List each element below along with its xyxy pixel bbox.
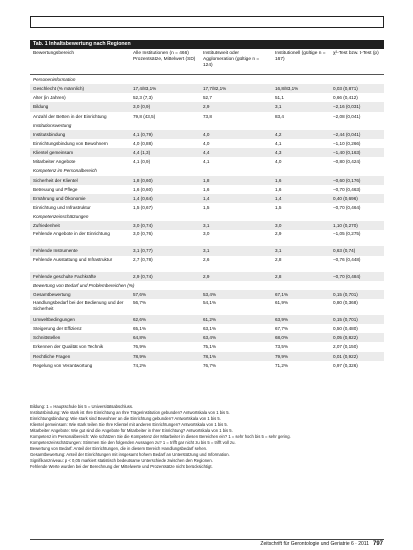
table-row <box>30 246 384 255</box>
table-cell: 79,8 (43,5) <box>133 113 156 119</box>
table-cell: 4,1 (0,79) <box>133 131 153 137</box>
table-cell: 67,7% <box>275 326 289 332</box>
table-cell: 3,1 <box>275 248 282 254</box>
row-label: Bildung <box>33 104 49 110</box>
table-cell: 4,4 <box>203 150 210 156</box>
footnote: Bewertung von Bedarf: Anteil der Einrichtungen, die in diesem Bereich Handlungsbedarf sehen. <box>30 446 208 451</box>
table-cell: 0,15 (0,701) <box>333 316 358 322</box>
section-row <box>30 212 384 221</box>
table-row <box>30 176 384 185</box>
table-row <box>30 230 384 246</box>
table-body <box>30 75 384 370</box>
table-cell: 1,5 <box>203 204 210 210</box>
table-row <box>30 139 384 148</box>
section-row <box>30 75 384 84</box>
footnote: Gesamtbewertung: Anteil der Einrichtungen mit insgesamt hohem Bedarf an Unterstützung und Information. <box>30 452 230 457</box>
table-cell: 52,3 (7,3) <box>133 95 153 101</box>
table-cell: 4,0 (0,88) <box>133 140 153 146</box>
table-cell: 1,4 <box>203 195 210 201</box>
row-label: Regelung von Verantwortung <box>33 362 93 368</box>
footnote: Einrichtungsbindung: Wie stark sind Bewohner an die Einrichtung gebunden? Antwortskala von 1 bis 5. <box>30 416 221 421</box>
footnote: Fehlende Werte wurden bei der Berechnung der Mittelwerte und Prozentsätze nicht berücksichtigt. <box>30 464 213 469</box>
table-row <box>30 194 384 203</box>
table-cell: 4,1 <box>203 159 210 165</box>
table-cell: 0,05 (0,822) <box>333 335 358 341</box>
section-label: Kompetenzeinschätzungen <box>33 214 89 220</box>
table-cell: 0,15 (0,701) <box>333 291 358 297</box>
table-cell: 63,4% <box>203 335 217 341</box>
table-cell: 53,4% <box>203 291 217 297</box>
table-cell: 4,0 <box>203 140 210 146</box>
table-row <box>30 352 384 361</box>
row-label: Schnittstellen <box>33 335 61 341</box>
page-number: 797 <box>372 541 383 547</box>
row-label: Zufriedenheit <box>33 223 60 229</box>
table-cell: 63,9% <box>275 316 289 322</box>
row-label: Gesamtbewertung <box>33 291 71 297</box>
table-cell: 74,2% <box>133 362 147 368</box>
table-cell: 0,63 (0,74) <box>333 248 356 254</box>
table-cell: 3,0 <box>203 231 210 237</box>
table-cell: 4,2 <box>275 131 282 137</box>
table-cell: 1,6 <box>275 177 282 183</box>
table-cell: 1,6 (0,60) <box>133 186 153 192</box>
table-cell: 2,9 <box>203 273 210 279</box>
table-cell: 68,0% <box>275 335 289 341</box>
table-cell: 61,9% <box>275 299 289 305</box>
footnote: Kompetenzeinschätzungen: Stimmen Sie den folgenden Aussagen zu? 1 = trifft gar nicht zu bis 5 = trifft voll zu. <box>30 440 236 445</box>
row-label: Betreuung und Pflege <box>33 186 78 192</box>
table-cell: 4,4 (1,3) <box>133 150 151 156</box>
table-title: Tab. 1 Inhaltsbewertung nach Regionen <box>30 40 384 49</box>
row-label: Geschlecht (% männlich) <box>33 86 85 92</box>
table-cell: 62,6% <box>133 316 147 322</box>
table-cell: 78,1% <box>203 353 217 359</box>
row-label: Fehlende Instrumente <box>33 248 78 254</box>
table-cell: 2,6 <box>203 256 210 262</box>
table-cell: −0,60 (0,176) <box>333 177 361 183</box>
table-cell: 67,1% <box>275 291 289 297</box>
row-label: Handlungsbedarf bei der Bedienung und der Sicherheit <box>33 299 124 312</box>
table-row <box>30 272 384 281</box>
table-cell: 1,8 <box>203 177 210 183</box>
table-cell: 56,7% <box>133 299 147 305</box>
table-cell: 1,6 <box>275 186 282 192</box>
row-label: Klientel gemeinsam <box>33 150 74 156</box>
table-row <box>30 342 384 351</box>
table-cell: −1,05 (0,275) <box>333 231 361 237</box>
table-cell: 0,66 (0,412) <box>333 95 358 101</box>
table-row <box>30 112 384 121</box>
header-cell: χ²-Test bzw. t-Test (p) <box>333 51 379 56</box>
table-cell: 75,1% <box>203 344 217 350</box>
table-cell: 52,7 <box>203 95 212 101</box>
row-label: Rechtliche Fragen <box>33 353 71 359</box>
footnote: Kompetenz im Personalbereich: Wie schätzen Sie die Kompetenz der Mitarbeiter in diesen Bereichen ein? 1 = sehr hoch bis 5 = sehr gering. <box>30 434 291 439</box>
table-cell: 17,7/82,1% <box>203 86 227 92</box>
table-cell: 1,6 <box>203 186 210 192</box>
row-label: Fehlende geschulte Fachkräfte <box>33 273 97 279</box>
table-cell: 1,10 (0,270) <box>333 223 358 229</box>
footnote: Signifikanzniveau: p < 0,05 markiert statistisch bedeutsame Unterschiede zwischen den Regionen. <box>30 458 213 463</box>
table-cell: 51,1 <box>275 95 284 101</box>
table-cell: 1,5 (0,67) <box>133 204 153 210</box>
header-cell: Institutsweit oder Agglomeration (gültige n = 124) <box>203 51 260 68</box>
table-cell: −1,10 (0,266) <box>333 140 361 146</box>
table-cell: 4,1 (0,9) <box>133 159 151 165</box>
table-cell: −2,08 (0,041) <box>333 113 361 119</box>
page-footer <box>260 541 383 547</box>
section-row <box>30 121 384 130</box>
table-cell: 83,4 <box>275 113 284 119</box>
table-cell: 17,4/83,1% <box>133 86 157 92</box>
section-row <box>30 281 384 290</box>
table-cell: 78,9% <box>133 353 147 359</box>
table-row <box>30 221 384 230</box>
section-label: Bewertung von Bedarf und Problembereichen (%) <box>33 282 135 288</box>
row-label: Mitarbeiter Angebote <box>33 159 76 165</box>
table-cell: 0,03 (0,871) <box>333 86 358 92</box>
table-row <box>30 256 384 272</box>
row-label: Ernährung und Ökonomie <box>33 195 86 201</box>
table-cell: 3,0 (0,9) <box>133 104 151 110</box>
row-label: Umweltbedingungen <box>33 316 75 322</box>
table-cell: 3,1 <box>203 248 210 254</box>
table-cell: 76,9% <box>133 344 147 350</box>
section-label: Kompetenz im Personalbereich <box>33 168 97 174</box>
table-cell: 16,8/83,1% <box>275 86 299 92</box>
table-cell: 3,0 <box>275 223 282 229</box>
header-frame <box>30 16 384 28</box>
header-cell: Bewertungsbereich <box>33 51 75 56</box>
table-cell: 0,97 (0,326) <box>333 362 358 368</box>
table-cell: 4,3 <box>275 150 282 156</box>
table-row <box>30 185 384 194</box>
table-cell: 4,1 <box>275 140 282 146</box>
row-label: Einrichtungsbindung von Bewohnern <box>33 140 108 146</box>
table-cell: 63,1% <box>203 326 217 332</box>
footnote: Bildung: 1 = Hauptschule bis 5 = Universitätsabschluss. <box>30 404 134 409</box>
table-cell: −0,70 (0,463) <box>333 186 361 192</box>
table-cell: 71,2% <box>275 362 289 368</box>
row-label: Institutsbindung <box>33 131 66 137</box>
table-cell: −2,44 (0,041) <box>333 131 361 137</box>
table-cell: 1,8 (0,60) <box>133 177 153 183</box>
table-cell: 4,0 <box>275 159 282 165</box>
table-cell: 3,0 (0,76) <box>133 231 153 237</box>
table-cell: 3,1 <box>275 104 282 110</box>
table-cell: 57,6% <box>133 291 147 297</box>
table-cell: −1,40 (0,163) <box>333 150 361 156</box>
table-row <box>30 290 384 299</box>
table-cell: 2,8 <box>275 273 282 279</box>
row-label: Fehlende Ausstattung und Infrastruktur <box>33 256 113 262</box>
row-label: Anzahl der Betten in der Einrichtung <box>33 113 107 119</box>
table-cell: 1,4 <box>275 195 282 201</box>
table-cell: 2,8 <box>275 256 282 262</box>
row-label: Sicherheit der Klientel <box>33 177 78 183</box>
table-cell: 73,5% <box>275 344 289 350</box>
table-cell: 2,9 <box>203 104 210 110</box>
table-cell: 0,01 (0,922) <box>333 353 358 359</box>
table-row <box>30 333 384 342</box>
table-cell: 65,1% <box>133 326 147 332</box>
table-row <box>30 203 384 212</box>
table-cell: −0,70 (0,464) <box>333 204 361 210</box>
table-cell: −0,70 (0,484) <box>333 273 361 279</box>
table-cell: 1,4 (0,64) <box>133 195 153 201</box>
section-label: Personeninformation <box>33 77 76 82</box>
table-cell: 61,2% <box>203 316 217 322</box>
footnote: Mitarbeiter Angebote: Wie gut sind die Angebote für Mitarbeiter in Ihrer Einrichtung? Antwortskala von 1 bis 5. <box>30 428 233 433</box>
table-cell: −2,16 (0,031) <box>333 104 361 110</box>
section-row <box>30 166 384 175</box>
table-cell: 64,8% <box>133 335 147 341</box>
table-footnotes <box>30 404 384 470</box>
table-row <box>30 299 384 315</box>
table-cell: 3,1 <box>203 223 210 229</box>
table-cell: 4,0 <box>203 131 210 137</box>
table-cell: −0,76 (0,448) <box>333 256 361 262</box>
table-cell: −0,80 (0,424) <box>333 159 361 165</box>
table-cell: 79,9% <box>275 353 289 359</box>
table-row <box>30 157 384 166</box>
table-row <box>30 315 384 324</box>
table-cell: 2,07 (0,150) <box>333 344 358 350</box>
table-cell: 0,40 (0,696) <box>333 195 358 201</box>
table-cell: 2,9 (0,74) <box>133 273 153 279</box>
header-cell: Institutionell (gültige n = 167) <box>275 51 326 62</box>
row-label: Einrichtung und Infrastruktur <box>33 204 91 210</box>
row-label: Fehlende Angebote in der Einrichtung <box>33 231 110 237</box>
table-row <box>30 130 384 139</box>
journal-name: Zeitschrift für Gerontologie und Geriatrie 6 · 2011 <box>260 541 369 547</box>
table-cell: 2,7 (0,78) <box>133 256 153 262</box>
table-header <box>30 49 384 75</box>
table-cell: 3,0 (0,74) <box>133 223 153 229</box>
table-cell: 54,1% <box>203 299 217 305</box>
table-row <box>30 84 384 93</box>
table-row <box>30 93 384 102</box>
table-cell: 2,9 <box>275 231 282 237</box>
footnote: Klientel gemeinsam: Wie stark teilen Sie Ihre Klientel mit anderen Einrichtungen? Antwortskala von 1 bis 5. <box>30 422 228 427</box>
table-row <box>30 324 384 333</box>
footnote: Institutsbindung: Wie stark ist Ihre Einrichtung an Ihre Trägerinstitution gebunden? Antwortskala von 1 bis 5. <box>30 410 230 415</box>
section-label: Institutionswertung <box>33 122 72 128</box>
footer-rule <box>30 539 384 540</box>
table-row <box>30 102 384 111</box>
row-label: Alter (in Jahren) <box>33 95 66 101</box>
table-cell: 3,1 (0,77) <box>133 248 153 254</box>
table-cell: 0,80 (0,368) <box>333 299 358 305</box>
table-cell: 76,7% <box>203 362 217 368</box>
header-cell: Alle Institutionen (n = 466) Prozentsätze, Mittelwert (SD) <box>133 51 196 62</box>
table-cell: 0,50 (0,480) <box>333 326 358 332</box>
table-cell: 73,8 <box>203 113 212 119</box>
row-label: Steigerung der Effizienz <box>33 326 82 332</box>
table-cell: 1,5 <box>275 204 282 210</box>
table-row <box>30 361 384 370</box>
row-label: Erkennen der Qualität von Technik <box>33 344 104 350</box>
table-row <box>30 148 384 157</box>
results-table <box>30 40 384 370</box>
